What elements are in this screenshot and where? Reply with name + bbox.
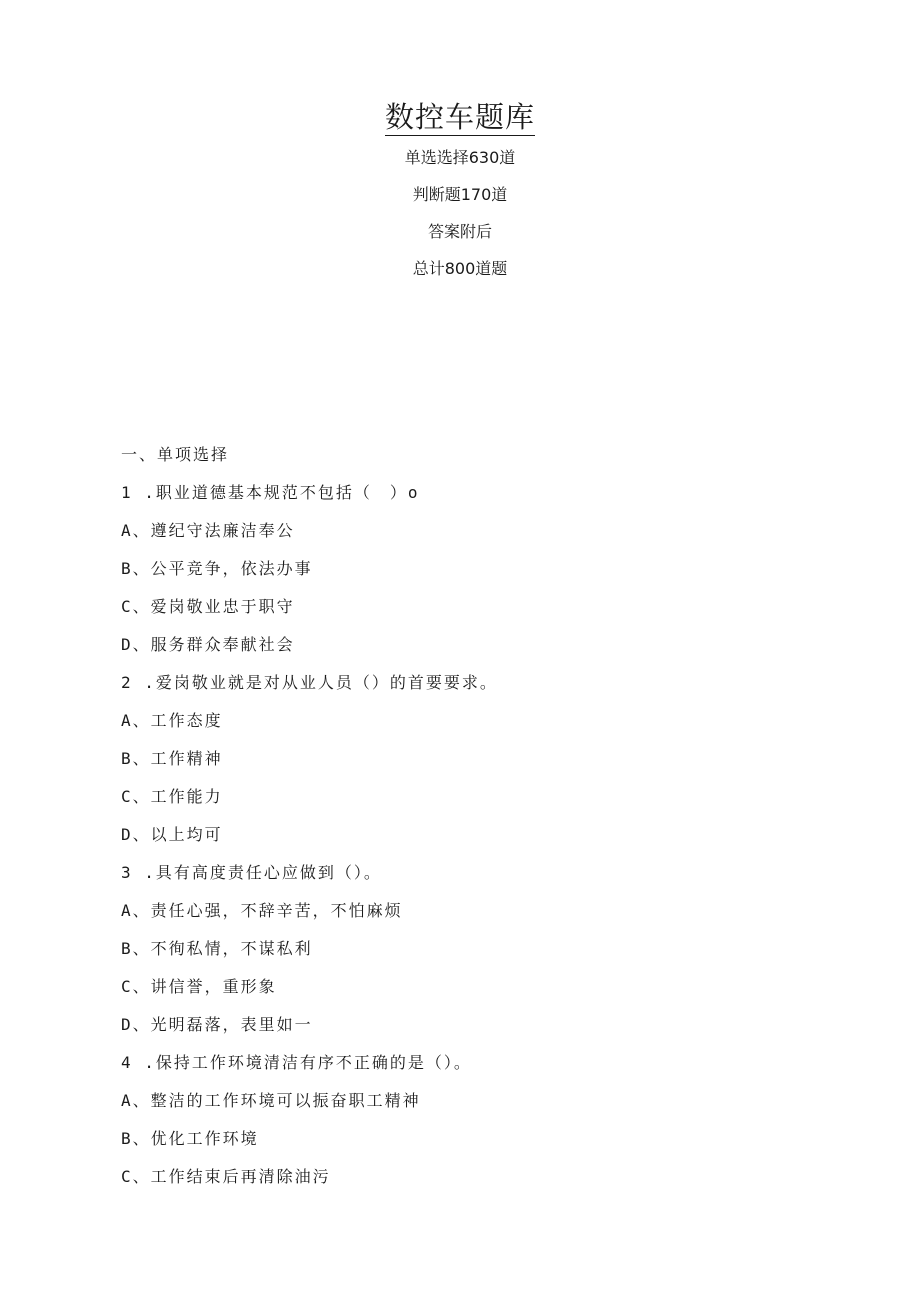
question-4: 4 .保持工作环境清洁有序不正确的是（）。 [121,1053,472,1072]
subtitle-judgment-count: 判断题170道 [412,185,508,204]
document-title-text: 数控车题库 [384,100,535,134]
question-4-option-a: A、整洁的工作环境可以振奋职工精神 [121,1091,421,1110]
question-3: 3 .具有高度责任心应做到（）。 [121,863,382,882]
question-1-option-a: A、遵纪守法廉洁奉公 [121,521,295,540]
question-3-option-c: C、讲信誉，重形象 [121,977,277,996]
question-3-option-d: D、光明磊落，表里如一 [121,1015,313,1034]
question-3-option-a: A、责任心强，不辞辛苦，不怕麻烦 [121,901,403,920]
question-1-option-d: D、服务群众奉献社会 [121,635,295,654]
question-2-option-b: B、工作精神 [121,749,223,768]
question-2-option-c: C、工作能力 [121,787,223,806]
question-section [121,442,841,1202]
question-2-option-d: D、以上均可 [121,825,223,844]
question-1: 1 .职业道德基本规范不包括（ ）o [121,483,420,502]
question-4-option-b: B、优化工作环境 [121,1129,259,1148]
question-4-option-c: C、工作结束后再清除油污 [121,1167,331,1186]
question-1-option-b: B、公平竞争，依法办事 [121,559,313,578]
question-1-option-c: C、爱岗敬业忠于职守 [121,597,295,616]
question-3-option-b: B、不徇私情，不谋私利 [121,939,313,958]
subtitle-answers-note: 答案附后 [427,222,492,241]
question-2: 2 .爱岗敬业就是对从业人员（）的首要要求。 [121,673,498,692]
document-title [0,97,920,137]
section-heading: 一、单项选择 [121,445,230,464]
subtitle-total-count: 总计800道题 [412,259,508,278]
subtitle-single-choice-count: 单选选择630道 [404,148,516,167]
question-2-option-a: A、工作态度 [121,711,223,730]
